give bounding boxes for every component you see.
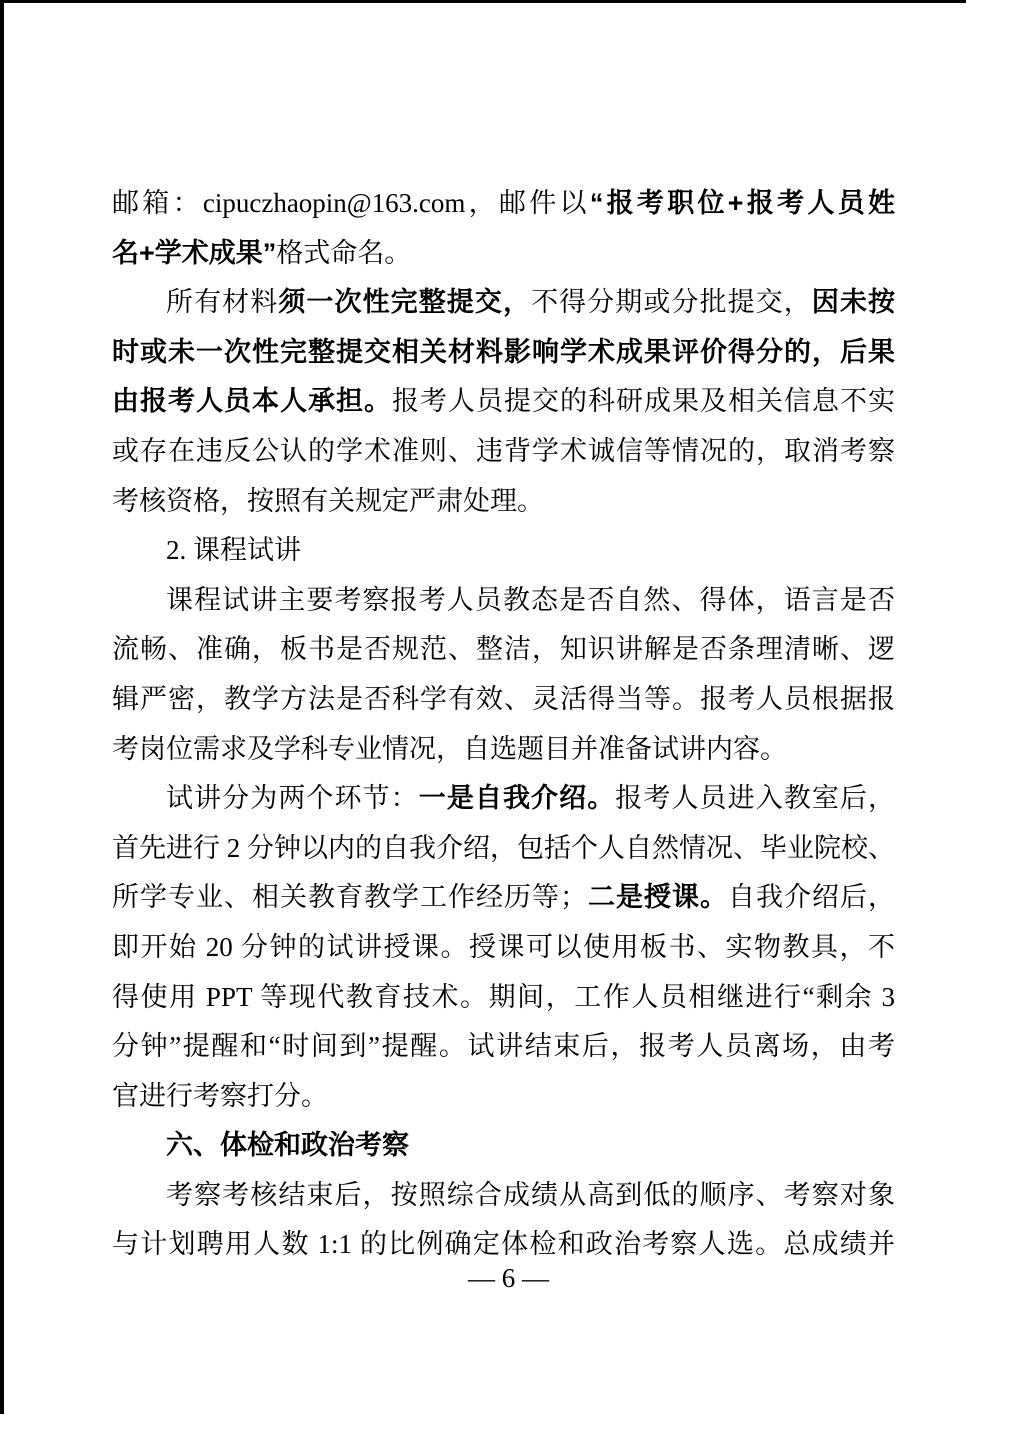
text-line <box>112 873 895 923</box>
bold-text-run: 一是自我介绍。 <box>418 783 616 814</box>
text-line <box>112 625 895 675</box>
text-line <box>112 328 895 378</box>
text-run: 所有材料 <box>166 287 279 318</box>
text-run: 流畅、准确，板书是否规范、整洁，知识讲解是否条理清晰、逻 <box>112 634 895 665</box>
text-run: 辑严密，教学方法是否科学有效、灵活得当等。报考人员根据报 <box>112 683 895 714</box>
page-number: — 6 — <box>468 1263 549 1293</box>
text-line <box>112 576 895 626</box>
text-line <box>112 229 895 279</box>
text-line <box>112 1022 895 1072</box>
bold-text-run: “报考职位+报考人员姓 <box>589 188 895 218</box>
text-line <box>112 973 895 1023</box>
text-run: 不得分期或分批提交， <box>531 287 812 318</box>
text-run: 考岗位需求及学科专业情况，自选题目并准备试讲内容。 <box>112 733 787 764</box>
bold-text-run: 二是授课。 <box>587 882 728 913</box>
text-run: 格式命名。 <box>276 237 412 268</box>
bold-text-run: 须一次性完整提交， <box>278 287 532 318</box>
text-line <box>112 526 895 576</box>
text-run: 2. 课程试讲 <box>166 535 301 566</box>
bold-text-run: 六、体检和政治考察 <box>166 1130 409 1161</box>
text-line <box>112 1121 895 1171</box>
text-run: 报考人员提交的科研成果及相关信息不实 <box>392 386 895 417</box>
text-run: 分钟”提醒和“时间到”提醒。试讲结束后，报考人员离场，由考 <box>112 1031 895 1062</box>
text-line <box>112 1072 895 1122</box>
text-run: 自我介绍后， <box>728 882 895 913</box>
bold-text-run: 名+学术成果” <box>112 237 277 268</box>
text-line <box>112 427 895 477</box>
text-run: 考察考核结束后，按照综合成绩从高到低的顺序、考察对象 <box>166 1179 895 1210</box>
text-line <box>112 675 895 725</box>
text-run: 考核资格，按照有关规定严肃处理。 <box>112 485 544 516</box>
text-run: 即开始 20 分钟的试讲授课。授课可以使用板书、实物教具，不 <box>112 931 895 962</box>
text-line <box>112 278 895 328</box>
text-line <box>112 923 895 973</box>
text-line <box>112 477 895 527</box>
text-line <box>112 179 895 229</box>
text-line <box>112 774 895 824</box>
text-run: 或存在违反公认的学术准则、违背学术诚信等情况的，取消考察 <box>112 435 895 466</box>
text-run: 所学专业、相关教育教学工作经历等； <box>112 882 587 913</box>
text-run: 与计划聘用人数 1:1 的比例确定体检和政治考察人选。总成绩并 <box>112 1229 895 1260</box>
scan-border-top-edge <box>0 0 966 3</box>
text-line <box>112 1171 895 1221</box>
document-body <box>112 179 895 1270</box>
text-run: 首先进行 2 分钟以内的自我介绍，包括个人自然情况、毕业院校、 <box>112 832 895 863</box>
text-line <box>112 725 895 775</box>
bold-text-run: 时或未一次性完整提交相关材料影响学术成果评价得分的，后果 <box>112 336 895 367</box>
bold-text-run: 由报考人员本人承担。 <box>112 386 392 417</box>
bold-text-run: 因未按 <box>811 287 895 318</box>
text-run: 得使用 PPT 等现代教育技术。期间，工作人员相继进行“剩余 3 <box>112 981 895 1012</box>
text-run: 报考人员进入教室后， <box>615 783 895 814</box>
scan-border-left-edge <box>0 0 4 1414</box>
text-line <box>112 377 895 427</box>
text-run: 邮箱：cipuczhaopin@163.com，邮件以 <box>112 188 590 218</box>
text-run: 课程试讲主要考察报考人员教态是否自然、得体，语言是否 <box>166 584 895 615</box>
text-run: 官进行考察打分。 <box>112 1080 328 1111</box>
text-line <box>112 824 895 874</box>
text-run: 试讲分为两个环节： <box>166 783 419 814</box>
